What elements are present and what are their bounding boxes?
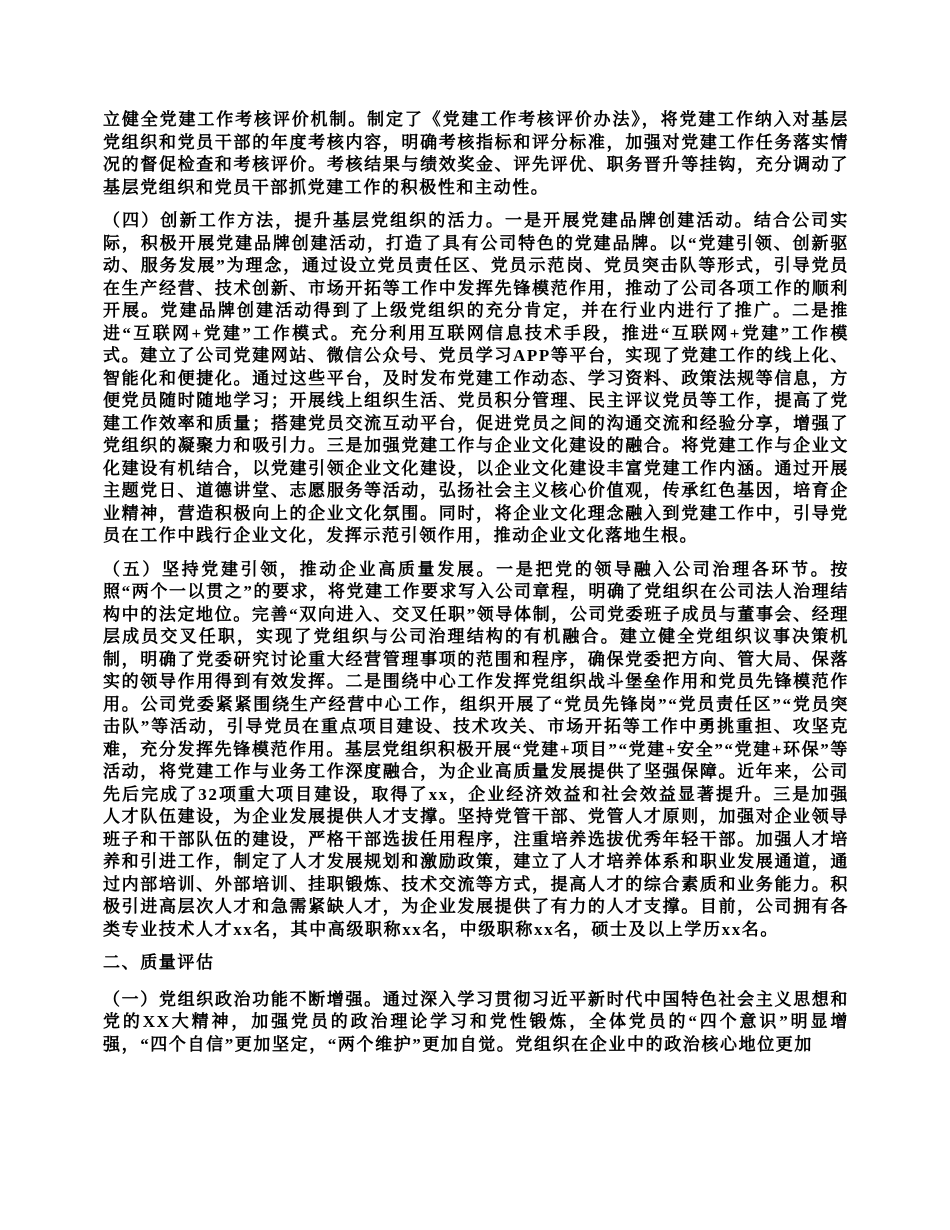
section-heading-quality-evaluation: 二、质量评估	[103, 953, 215, 972]
paragraph-item4-innovation-methods: （四）创新工作方法，提升基层党组织的活力。一是开展党建品牌创建活动。结合公司实际，积极开展党建品牌创建活动，打造了具有公司特色的党建品牌。以“党建引领、创新驱动、服务发展”为理念，通过设立党员责任区、党员示范岗、党员突击队等形式，引导党员在生产经营、技术创新、市场开拓等工作中发挥先锋模范作用，推动了公司各项工作的顺利开展。党建品牌创建活动得到了上级党组织的充分肯定，并在行业内进行了推广。二是推进“互联网+党建”工作模式。充分利用互联网信息技术手段，推进“互联网+党建”工作模式。建立了公司党建网站、微信公众号、党员学习APP等平台，实现了党建工作的线上化、智能化和便捷化。通过这些平台，及时发布党建工作动态、学习资料、政策法规等信息，方便党员随时随地学习；开展线上组织生活、党员积分管理、民主评议党员等工作，提高了党建工作效率和质量；搭建党员交流互动平台，促进党员之间的沟通交流和经验分享，增强了党组织的凝聚力和吸引力。三是加强党建工作与企业文化建设的融合。将党建工作与企业文化建设有机结合，以党建引领企业文化建设，以企业文化建设丰富党建工作内涵。通过开展主题党日、道德讲堂、志愿服务等活动，弘扬社会主义核心价值观，传承红色基因，培育企业精神，营造积极向上的企业文化氛围。同时，将企业文化理念融入到党建工作中，引导党员在工作中践行企业文化，发挥示范引领作用，推动企业文化落地生根。	[103, 211, 849, 545]
paragraph-political-function: （一）党组织政治功能不断增强。通过深入学习贯彻习近平新时代中国特色社会主义思想和党的XX大精神，加强党员的政治理论学习和党性锻炼，全体党员的“四个意识”明显增强，“四个自信”更加坚定，“两个维护”更加自觉。党组织在企业中的政治核心地位更加	[103, 989, 849, 1054]
paragraph-item5-party-leadership: （五）坚持党建引领，推动企业高质量发展。一是把党的领导融入公司治理各环节。按照“两个一以贯之”的要求，将党建工作要求写入公司章程，明确了党组织在公司法人治理结构中的法定地位。完善“双向进入、交叉任职”领导体制，公司党委班子成员与董事会、经理层成员交叉任职，实现了党组织与公司治理结构的有机融合。建立健全党组织议事决策机制，明确了党委研究讨论重大经营管理事项的范围和程序，确保党委把方向、管大局、保落实的领导作用得到有效发挥。二是围绕中心工作发挥党组织战斗堡垒作用和党员先锋模范作用。公司党委紧紧围绕生产经营中心工作，组织开展了“党员先锋岗”“党员责任区”“党员突击队”等活动，引导党员在重点项目建设、技术攻关、市场开拓等工作中勇挑重担、攻坚克难，充分发挥先锋模范作用。基层党组织积极开展“党建+项目”“党建+安全”“党建+环保”等活动，将党建工作与业务工作深度融合，为企业高质量发展提供了坚强保障。近年来，公司先后完成了32项重大项目建设，取得了xx，企业经济效益和社会效益显著提升。三是加强人才队伍建设，为企业发展提供人才支撑。坚持党管干部、党管人才原则，加强对企业领导班子和干部队伍的建设，严格干部选拔任用程序，注重培养选拔优秀年轻干部。加强人才培养和引进工作，制定了人才发展规划和激励政策，建立了人才培养体系和职业发展通道，通过内部培训、外部培训、挂职锻炼、技术交流等方式，提高人才的综合素质和业务能力。积极引进高层次人才和急需紧缺人才，为企业发展提供了有力的人才支撑。目前，公司拥有各类专业技术人才xx名，其中高级职称xx名，中级职称xx名，硕士及以上学历xx名。	[103, 559, 849, 939]
paragraph-assessment-mechanism: 立健全党建工作考核评价机制。制定了《党建工作考核评价办法》，将党建工作纳入对基层党组织和党员干部的年度考核内容，明确考核指标和评分标准，加强对党建工作任务落实情况的督促检查和考核评价。考核结果与绩效奖金、评先评优、职务晋升等挂钩，充分调动了基层党组织和党员干部抓党建工作的积极性和主动性。	[103, 110, 849, 197]
